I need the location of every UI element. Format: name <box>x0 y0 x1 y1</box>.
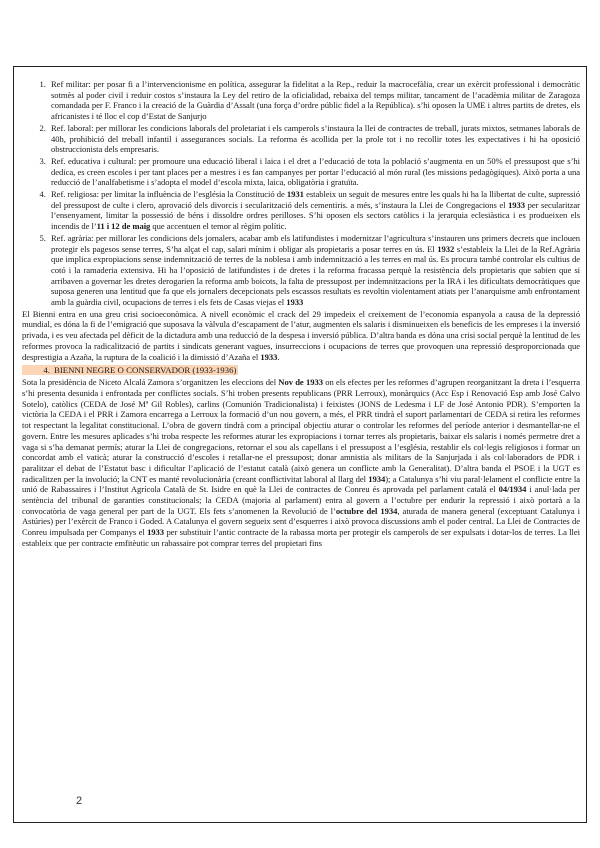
list-item <box>48 189 580 232</box>
document-frame <box>13 66 587 823</box>
text-run: per substituir l’antic contracte de la rabassa morta per protegir els camperols de ser expulsats i dotar-los de terres. La llei estableix que per contracte emfitèutic un rabassaire pot comprar terres del propietari fins <box>22 527 581 548</box>
bold-text: 1931 <box>286 189 304 200</box>
bold-text: Nov de 1933 <box>278 377 323 388</box>
bold-text: 1934 <box>368 473 386 484</box>
list-item <box>48 233 580 308</box>
text-run: estableix un seguit de mesures entre les quals hi ha la llibertat de culte, supressió del pressupost de culte i clero, aprovació dels divorcis i secularització dels cementiris. a més, s’instaura la Llei de Congregacions el <box>51 189 580 210</box>
bienni-paragraph <box>22 309 580 363</box>
text-run: que accentuen el temor al règim polític. <box>150 221 287 232</box>
page-number: 2 <box>76 795 83 807</box>
list-item <box>48 156 580 188</box>
text-run: per secularitzar l’ensenyament, limitar la possessió de béns i dissoldre ordres perilloses. S’hi oposen els sectors catòlics i la jerarquia eclesiàstica i es produeixen els incendis de l’ <box>51 199 580 232</box>
bold-text: 1933 <box>147 527 165 538</box>
bold-text: 1933 <box>286 297 304 308</box>
section-heading <box>22 365 580 376</box>
text-run: Ref. agrària: per millorar les condicions dels jornalers, acabar amb els latifundistes i modernitzar l’agricultura s’instauren uns primers decrets que inclouen protegir els pagesos sense terres, S’ha alçat el cap, salari mínim i obligar als propietaris a posar terres en ús. El <box>51 232 580 254</box>
text-run: El Bienni entra en una greu crisi socioeconòmica. A nivell econòmic el crack del 29 impedeix el creixement de l’economia espanyola a causa de la depressió mundial, es dóna la fi de l’emigració que suposava la vàlvula d’escapament de l’atur, augmenten els salaris i disminueixen els beneficis de les empreses i la inversió privada, i es veu afectada pel dèficit de la dictadura amb una reducció de la despesa i inversió pública. D’altra banda es dóna una crisi social perquè la lentitud de les reformes provoca la radicalització de partits i sindicats generant vagues, insurreccions i ocupacions de terres que provoquen una repressió desproporcionada que desprestigia a Azaña, la ruptura de la coalició i la dimissió d’Azaña el <box>22 308 580 362</box>
text-run: . <box>277 351 280 362</box>
section-heading-highlight <box>22 365 238 375</box>
bold-text: 1933 <box>260 351 278 362</box>
text-run: i anul·lada per sentència del tribunal de garanties constitucionals; la CEDA (majoria al parlament) entra al govern a l’octubre per endurir la repressió i això portarà a la convocatòria de vaga general per part de la UGT. Els fets s’anomenen la Revolució de l’ <box>22 484 580 516</box>
list-item <box>48 123 580 155</box>
bold-text: octubre del 1934 <box>335 505 398 516</box>
text-run: , aturada de manera general (exceptuant Catalunya i Astúries) per l’exèrcit de Franco i Goded. A Catalunya el govern segueix sent d’esquerres i això provoca discussions amb el poder central. La Llei de Contractes de Conreu impulsada per Companys el <box>22 505 581 538</box>
section-number: 4. <box>43 365 50 376</box>
text-run: Sota la presidència de Niceto Alcalá Zamora s’organitzen les eleccions del <box>22 377 279 388</box>
bold-text: 1932 <box>437 243 455 254</box>
list-item <box>48 79 580 122</box>
section-title: BIENNI NEGRE O CONSERVADOR (1933-1936) <box>54 365 237 376</box>
bold-text: 11 i 12 de maig <box>96 221 151 232</box>
bold-text: 1933 <box>508 199 526 210</box>
text-run: Ref. laboral: per millorar les condicions laborals del proletariat i els camperols s’instaura la llei de contractes de treball, jurats mixtos, setmanes laborals de 40h, prohibició del treball infantil i assegurances socials. La reforma és acollida per la prole tot i no recollir totes les expectatives i hi ha oposició obstruccionista dels empresaris. <box>51 122 580 155</box>
text-run: s’estableix la Llei de la Ref.Agrària que implica expropiacions sense indemnització de terres de la noblesa i amb indemnització a les terres en mal ús. Es procura també controlar els cultius de cotó i la ramaderia extensiva. Hi ha l’oposició de latifundistes i de dretes i la reforma fracassa perquè la resistència dels propietaris que sabien que si arribaven a governar les dretes derogarien la reforma amb boicots, la falta de pressupost per indemnitzacions per la IRA i les dificultats democràtiques que suposa generen una lentitud que fa que els jornalers decepcionats pels escassos resultats es revoltin violentament atiats per l’anarquisme amb enfrontament amb la guàrdia civil, ocupacions de terres i els fets de Casas viejas el <box>51 243 580 308</box>
negre-paragraph <box>22 377 580 548</box>
text-run: ); a Catalunya s’hi viu paral·lelament el conflicte entre la unió de Rabassaires i l’Institut Agrícola Català de St. Isidre en què la Llei de contractes de Conreu és aprovada pel parlament català el <box>22 473 580 495</box>
text-run: Ref. religiosa: per limitar la influència de l’església la Constitució de <box>51 189 287 200</box>
text-run: on els efectes per les reformes d’agrupen reorganitzant la dreta i l’esquerra s’hi presenta desunida i enfrontada per conflictes socials. S’hi troben presents republicans (PRR Lerroux), monàrquics (Acc Esp i Renovació Esp amb José Calvo Sotelo), catòlics (CEDA de José Mª Gil Robles), carlins (Comunión Tradicionalista) i feixistes (JONS de Ledesma i LF de José Antonio PDR). S’emporten la victòria la CEDA i el PRR i Zamora encarrega a Lerroux la formació d’un nou govern, a més, el PRR tindrà el suport parlamentari de CEDA si retira les reformes tot respectant la legalitat constitucional. L’obra de govern tindrà com a principal objectiu aturar o controlar les reformes del període anterior i desmantellar-ne el govern. Entre les mesures aplicades s’hi troba respecte les reformes aturar les expropiacions i tornar terres als propietaris, baixar els salaris i només permetre dret a vaga si s’ha demanat permís; aturar la Llei de congregacions, retornar el sou als capellans i el pressupost a l’església, restablir els col·legis religiosos i formar un concordat amb el vaticà; aturar la construcció d’escoles i retallar-ne el pressupost; donar amnistia als militars de la Sanjurjada i als col·laboradors de PDR i paralitzar el debat de l’Estatut basc i dificultar l’aplicació de l’estatut català (això genera un conflicte amb la Generalitat). D’altra banda el PSOE i la UGT es radicalitzen per la involució; la CNT es manté revolucionària (creant conflictivitat laboral al llarg del <box>22 377 580 484</box>
text-run: Ref militar: per posar fi a l’intervencionisme en política, assegurar la fidelitat a la Rep., reduir la macrocefàlia, crear un exèrcit professional i democràtic sotmès al poder civil i reduir costos s’instaura la Ley del retiro de la oficialidad, rebaixa del temps militar, tancament de l’acadèmia militar de Zaragoza comandada per F. Franco i la creació de la Guàrdia d’Assalt (una força d’ordre públic fidel a la República). s’hi oposen la UME i altres partits de dretes, els africanistes i té lloc el cop d’Estat de Sanjurjo <box>51 79 580 122</box>
bold-text: 04/1934 <box>498 484 527 495</box>
reform-list <box>22 79 580 308</box>
text-run: Ref. educativa i cultural: per promoure una educació liberal i laica i el dret a l’educació de tota la població s’augmenta en un 50% el pressupost que s’hi dedica, es creen escoles i per tant places per a mestres i es fan campanyes per portar l’educació al món rural (les missions pedagògiques). Això porta a una reducció de l’analfabetisme i s’adopta el model d’escola mixta, laica, obligatòria i gratuïta. <box>51 155 580 188</box>
